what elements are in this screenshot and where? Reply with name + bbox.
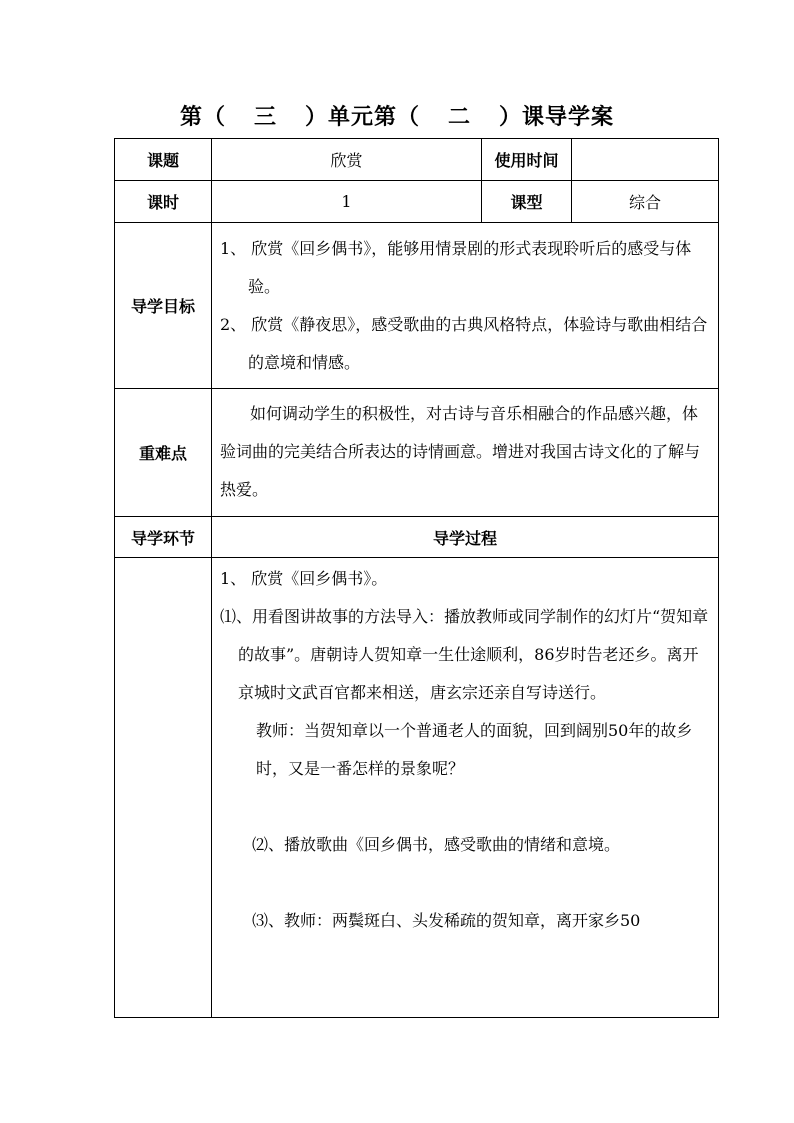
table-row (115, 181, 719, 223)
process-heading: 1、 欣赏《回乡偶书》。 (220, 569, 388, 588)
key-points-content (212, 389, 719, 517)
study-plan-table (114, 138, 719, 1018)
page-title (0, 100, 794, 131)
title-part: ）单元第（ (304, 105, 420, 130)
period-value: 1 (212, 181, 482, 223)
table-row (115, 558, 719, 1018)
goals-content (212, 223, 719, 389)
key-points-label: 重难点 (115, 389, 212, 517)
time-value[interactable] (572, 139, 719, 181)
topic-label: 课题 (115, 139, 212, 181)
goals-label: 导学目标 (115, 223, 212, 389)
process-step: ⑴、用看图讲故事的方法导入：播放教师或同学制作的幻灯片“贺知章的故事”。唐朝诗人贺知章一生仕途顺利，86岁时告老还乡。离开京城时文武百官都来相送，唐玄宗还亲自写诗送行。 (220, 607, 709, 702)
goal-item: 2、 欣赏《静夜思》，感受歌曲的古典风格特点，体验诗与歌曲相结合的意境和情感。 (220, 314, 708, 372)
lesson-number: 二 (448, 105, 472, 130)
goal-item: 1、 欣赏《回乡偶书》，能够用情景剧的形式表现聆听后的感受与体验。 (220, 238, 692, 296)
process-step: ⑵、播放歌曲《回乡偶书，感受歌曲的情绪和意境。 (252, 835, 621, 854)
table-row (115, 139, 719, 181)
process-left-cell (115, 558, 212, 1018)
topic-value: 欣赏 (212, 139, 482, 181)
table-row (115, 389, 719, 517)
section-right-header: 导学过程 (212, 517, 719, 558)
process-step: ⑶、教师：两鬓斑白、头发稀疏的贺知章，离开家乡50 (252, 911, 641, 930)
key-points-text: 如何调动学生的积极性，对古诗与音乐相融合的作品感兴趣，体验词曲的完美结合所表达的诗情画意。增进对我国古诗文化的了解与热爱。 (220, 403, 701, 499)
unit-number: 三 (253, 105, 277, 130)
title-part: ）课导学案 (499, 105, 615, 130)
section-left-header: 导学环节 (115, 517, 212, 558)
title-part: 第（ (179, 105, 226, 130)
type-label: 课型 (482, 181, 572, 223)
table-row (115, 223, 719, 389)
type-value: 综合 (572, 181, 719, 223)
time-label: 使用时间 (482, 139, 572, 181)
period-label: 课时 (115, 181, 212, 223)
process-content (212, 558, 719, 1018)
teacher-remark: 教师：当贺知章以一个普通老人的面貌，回到阔别50年的故乡时，又是一番怎样的景象呢？ (256, 721, 693, 778)
table-row (115, 517, 719, 558)
